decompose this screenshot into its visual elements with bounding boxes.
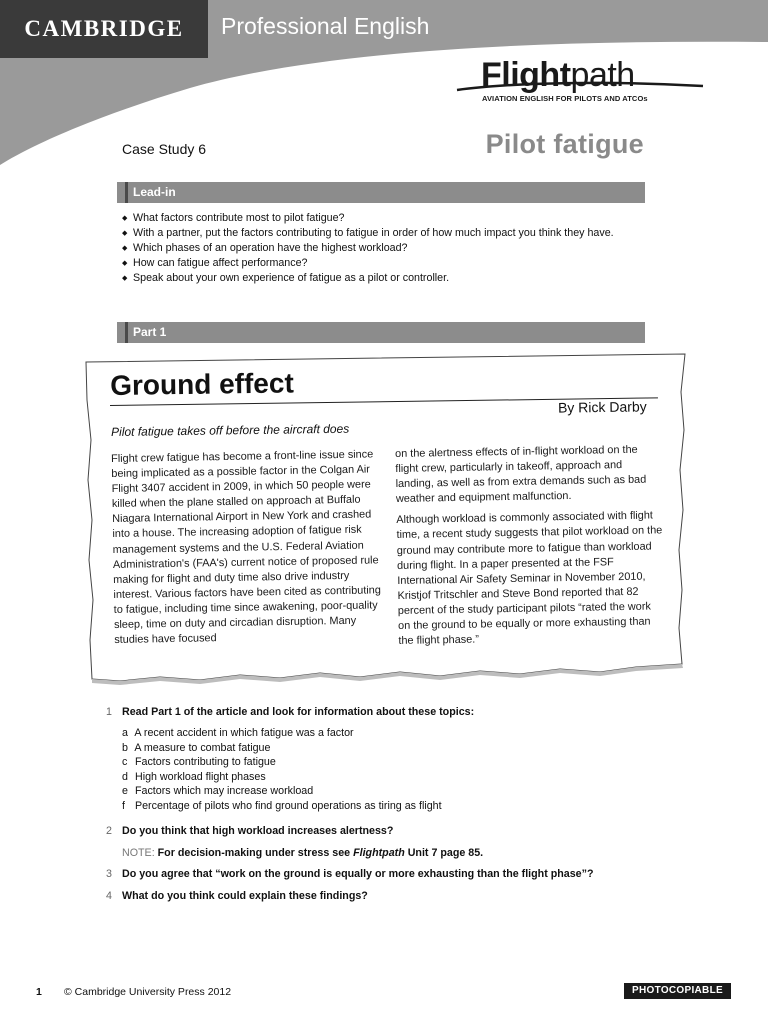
page-number: 1 — [36, 986, 42, 998]
copyright: © Cambridge University Press 2012 — [64, 986, 232, 998]
article-paragraph: Flight crew fatigue has become a front-line issue since being implicated as a possible factor in the Colgan Air Flight 3407 accident in 2009, in which 50 people were killed when the plane stalled on approach at Buffalo Niagara International Airport in New York and crashed into a house. The increasing adoption of fatigue risk management systems and the U.S. Federal Aviation Administration's (FAA's) current notice of proposed rule making for flight and duty time also drive industry interest. Various factors have been cited as contributing to fatigue, including time since awakening, poor-quality sleep, time on duty and circadian disruption. Many studies have focused — [111, 448, 381, 647]
option-item: c Factors contributing to fatigue — [122, 756, 276, 769]
question-text: Read Part 1 of the article and look for information about these topics: — [122, 706, 475, 718]
option-item: e Factors which may increase workload — [122, 785, 314, 798]
question-text: Do you agree that “work on the ground is equally or more exhausting than the flight phase”? — [122, 868, 594, 880]
list-item: ◆ Speak about your own experience of fatigue as a pilot or controller. — [122, 271, 642, 286]
question-number: 2 — [106, 825, 112, 837]
article-standfirst: Pilot fatigue takes off before the aircraft does — [111, 421, 350, 439]
question-number: 4 — [106, 890, 112, 902]
option-item: a A recent accident in which fatigue was a factor — [122, 727, 354, 739]
list-item: ◆ Which phases of an operation have the highest workload? — [122, 241, 642, 256]
article-column-left — [111, 447, 382, 654]
list-item: ◆ What factors contribute most to pilot fatigue? — [122, 211, 642, 226]
publisher-name: CAMBRIDGE — [24, 16, 184, 41]
question-text: What do you think could explain these findings? — [122, 890, 368, 902]
logo-bold: Flight — [481, 56, 571, 94]
option-item: f Percentage of pilots who find ground operations as tiring as flight — [122, 799, 442, 812]
question-number: 3 — [106, 868, 112, 880]
list-item: ◆ With a partner, put the factors contributing to fatigue in order of how much impact you think they have. — [122, 226, 642, 241]
logo-light: path — [570, 56, 635, 94]
question-text: Do you think that high workload increases alertness? — [122, 825, 394, 837]
option-item: b A measure to combat fatigue — [122, 741, 271, 754]
article-title: Ground effect — [110, 367, 294, 401]
note-text: For decision-making under stress see Flightpath Unit 7 page 85. — [157, 847, 484, 859]
case-study-title: Pilot fatigue — [485, 129, 644, 159]
logo-tagline: AVIATION ENGLISH FOR PILOTS AND ATCOs — [482, 94, 648, 103]
note-label: NOTE: — [122, 847, 155, 859]
part1-heading: Part 1 — [125, 322, 166, 343]
article-column-right — [395, 442, 665, 655]
photocopiable-badge: PHOTOCOPIABLE — [624, 983, 731, 999]
series-name: Professional English — [221, 13, 430, 39]
list-item: ◆ How can fatigue affect performance? — [122, 256, 642, 271]
topic-options — [122, 726, 442, 814]
option-item: d High workload flight phases — [122, 770, 266, 783]
leadin-heading: Lead-in — [125, 182, 176, 203]
case-study-label: Case Study 6 — [122, 141, 207, 157]
question-number: 1 — [106, 706, 112, 718]
article-paragraph: Although workload is commonly associated with flight time, a recent study suggests that pilot workload on the ground may contribute more to fatigue than workload during flight. In a paper presented at the FSF International Air Safety Seminar in November 2010, Kristjof Tritschler and Steve Bond reported that 82 percent of the study participant pilots “rated the work on the ground to be equally or more exhausting than the flight phase.” — [396, 509, 663, 648]
article-byline: By Rick Darby — [557, 398, 647, 416]
note — [122, 847, 483, 859]
article-paragraph: on the alertness effects of in-flight workload on the flight crew, particularly in takeoff, approach and landing, as well as from extra demands such as bad weather and equipment malfunction. — [395, 443, 647, 506]
